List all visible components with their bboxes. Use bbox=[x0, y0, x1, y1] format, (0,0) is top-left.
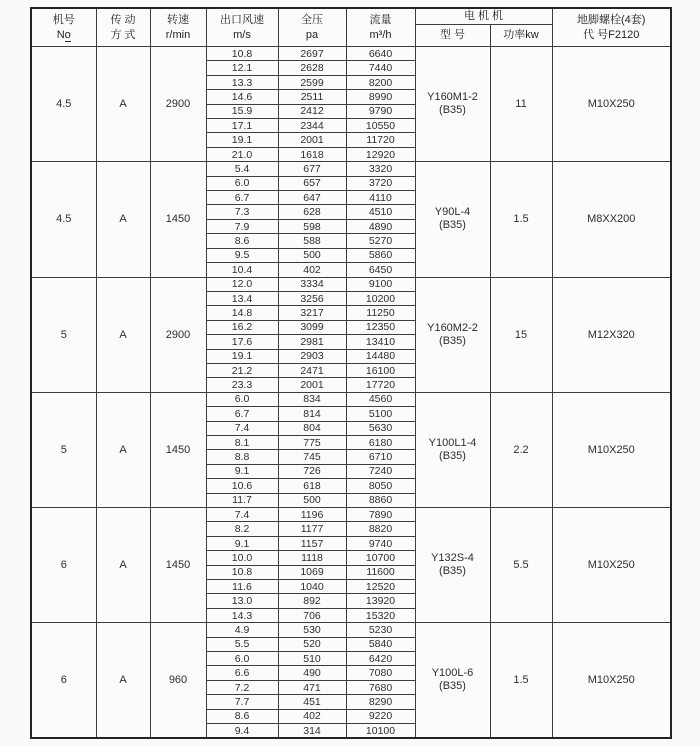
pressure-cell: 510 bbox=[278, 652, 346, 666]
motor-model-cell bbox=[415, 392, 490, 507]
outlet-velocity-cell: 9.5 bbox=[206, 248, 278, 262]
machine-no-cell: 5 bbox=[31, 392, 96, 507]
outlet-velocity-cell: 6.0 bbox=[206, 176, 278, 190]
flow-cell: 10700 bbox=[346, 551, 415, 565]
spec-row bbox=[31, 623, 671, 637]
pressure-cell: 471 bbox=[278, 680, 346, 694]
pressure-cell: 530 bbox=[278, 623, 346, 637]
outlet-velocity-cell: 7.9 bbox=[206, 219, 278, 233]
flow-cell: 9100 bbox=[346, 277, 415, 291]
motor-mount: (B35) bbox=[439, 104, 466, 117]
spec-row bbox=[31, 508, 671, 522]
outlet-velocity-cell: 4.9 bbox=[206, 623, 278, 637]
flow-cell: 12520 bbox=[346, 580, 415, 594]
flow-cell: 9740 bbox=[346, 536, 415, 550]
outlet-velocity-cell: 8.1 bbox=[206, 435, 278, 449]
pressure-cell: 2001 bbox=[278, 378, 346, 392]
pressure-cell: 2511 bbox=[278, 90, 346, 104]
flow-cell: 10100 bbox=[346, 724, 415, 738]
flow-cell: 4510 bbox=[346, 205, 415, 219]
flow-cell: 5100 bbox=[346, 407, 415, 421]
flow-cell: 11600 bbox=[346, 565, 415, 579]
machine-no-cell: 4.5 bbox=[31, 47, 96, 162]
flow-cell: 12920 bbox=[346, 147, 415, 161]
pressure-cell: 618 bbox=[278, 479, 346, 493]
outlet-velocity-cell: 5.4 bbox=[206, 162, 278, 176]
outlet-velocity-cell: 10.4 bbox=[206, 263, 278, 277]
outlet-velocity-cell: 19.1 bbox=[206, 349, 278, 363]
pressure-cell: 1196 bbox=[278, 508, 346, 522]
pressure-cell: 892 bbox=[278, 594, 346, 608]
drive-mode-cell: A bbox=[96, 623, 150, 738]
speed-cell: 960 bbox=[150, 623, 206, 738]
pressure-cell: 2599 bbox=[278, 75, 346, 89]
flow-cell: 17720 bbox=[346, 378, 415, 392]
outlet-velocity-cell: 7.2 bbox=[206, 680, 278, 694]
outlet-velocity-cell: 10.0 bbox=[206, 551, 278, 565]
motor-model-cell bbox=[415, 508, 490, 623]
flow-cell: 9220 bbox=[346, 709, 415, 723]
pressure-cell: 628 bbox=[278, 205, 346, 219]
pressure-cell: 588 bbox=[278, 234, 346, 248]
machine-no-label: 机号 bbox=[52, 13, 75, 26]
flow-cell: 16100 bbox=[346, 363, 415, 377]
col-header-motor-group: 电 机 机 bbox=[415, 8, 552, 25]
flow-cell: 12350 bbox=[346, 320, 415, 334]
col-header-total-pressure: 全压 pa bbox=[278, 8, 346, 47]
pressure-cell: 657 bbox=[278, 176, 346, 190]
machine-no-cell: 5 bbox=[31, 277, 96, 392]
outlet-velocity-cell: 6.7 bbox=[206, 191, 278, 205]
bolt-cell: M12X320 bbox=[552, 277, 671, 392]
col-header-motor-model: 型 号 bbox=[415, 25, 490, 47]
drive-mode-cell: A bbox=[96, 508, 150, 623]
flow-cell: 11720 bbox=[346, 133, 415, 147]
spec-row bbox=[31, 392, 671, 406]
flow-cell: 5860 bbox=[346, 248, 415, 262]
pressure-cell: 520 bbox=[278, 637, 346, 651]
pressure-cell: 402 bbox=[278, 709, 346, 723]
spec-table-body bbox=[31, 47, 671, 739]
flow-cell: 7080 bbox=[346, 666, 415, 680]
outlet-velocity-cell: 6.7 bbox=[206, 407, 278, 421]
pressure-cell: 804 bbox=[278, 421, 346, 435]
flow-cell: 6710 bbox=[346, 450, 415, 464]
pressure-cell: 1040 bbox=[278, 580, 346, 594]
speed-cell: 1450 bbox=[150, 508, 206, 623]
flow-cell: 13920 bbox=[346, 594, 415, 608]
machine-no-cell: 4.5 bbox=[31, 162, 96, 277]
flow-cell: 10200 bbox=[346, 291, 415, 305]
motor-model: Y100L1-4 bbox=[428, 436, 477, 449]
flow-cell: 9790 bbox=[346, 104, 415, 118]
motor-model: Y132S-4 bbox=[431, 552, 474, 565]
outlet-velocity-cell: 10.6 bbox=[206, 479, 278, 493]
outlet-velocity-cell: 13.4 bbox=[206, 291, 278, 305]
pressure-cell: 1618 bbox=[278, 147, 346, 161]
outlet-velocity-cell: 9.1 bbox=[206, 464, 278, 478]
pressure-cell: 745 bbox=[278, 450, 346, 464]
pressure-cell: 500 bbox=[278, 493, 346, 507]
flow-cell: 4560 bbox=[346, 392, 415, 406]
outlet-velocity-cell: 6.0 bbox=[206, 392, 278, 406]
motor-mount: (B35) bbox=[439, 565, 466, 578]
flow-cell: 15320 bbox=[346, 608, 415, 622]
flow-cell: 5630 bbox=[346, 421, 415, 435]
col-header-motor-power: 功率kw bbox=[490, 25, 552, 47]
col-header-machine-no bbox=[31, 8, 96, 47]
speed-cell: 2900 bbox=[150, 277, 206, 392]
machine-no-cell: 6 bbox=[31, 623, 96, 738]
motor-model: Y100L-6 bbox=[431, 667, 474, 680]
col-header-drive-mode: 传 动 方 式 bbox=[96, 8, 150, 47]
flow-cell: 4890 bbox=[346, 219, 415, 233]
drive-mode-cell: A bbox=[96, 392, 150, 507]
pressure-cell: 598 bbox=[278, 219, 346, 233]
speed-cell: 1450 bbox=[150, 162, 206, 277]
outlet-velocity-cell: 11.6 bbox=[206, 580, 278, 594]
flow-cell: 8290 bbox=[346, 695, 415, 709]
outlet-velocity-cell: 7.7 bbox=[206, 695, 278, 709]
outlet-velocity-cell: 8.2 bbox=[206, 522, 278, 536]
outlet-velocity-cell: 13.3 bbox=[206, 75, 278, 89]
flow-cell: 13410 bbox=[346, 335, 415, 349]
flow-cell: 3720 bbox=[346, 176, 415, 190]
outlet-velocity-cell: 10.8 bbox=[206, 565, 278, 579]
pressure-cell: 1177 bbox=[278, 522, 346, 536]
pressure-cell: 2697 bbox=[278, 47, 346, 61]
motor-mount: (B35) bbox=[439, 680, 466, 693]
flow-cell: 6420 bbox=[346, 652, 415, 666]
pressure-cell: 2412 bbox=[278, 104, 346, 118]
pressure-cell: 775 bbox=[278, 435, 346, 449]
pressure-cell: 1118 bbox=[278, 551, 346, 565]
outlet-velocity-cell: 6.6 bbox=[206, 666, 278, 680]
outlet-velocity-cell: 12.1 bbox=[206, 61, 278, 75]
outlet-velocity-cell: 9.1 bbox=[206, 536, 278, 550]
motor-power-cell: 2.2 bbox=[490, 392, 552, 507]
pressure-cell: 1069 bbox=[278, 565, 346, 579]
motor-mount: (B35) bbox=[439, 334, 466, 347]
outlet-velocity-cell: 17.1 bbox=[206, 119, 278, 133]
speed-cell: 2900 bbox=[150, 47, 206, 162]
outlet-velocity-cell: 8.6 bbox=[206, 709, 278, 723]
motor-power-cell: 5.5 bbox=[490, 508, 552, 623]
drive-mode-cell: A bbox=[96, 277, 150, 392]
flow-cell: 5840 bbox=[346, 637, 415, 651]
drive-mode-cell: A bbox=[96, 162, 150, 277]
bolt-cell: M10X250 bbox=[552, 47, 671, 162]
outlet-velocity-cell: 11.7 bbox=[206, 493, 278, 507]
machine-no-cell: 6 bbox=[31, 508, 96, 623]
pressure-cell: 3256 bbox=[278, 291, 346, 305]
motor-mount: (B35) bbox=[439, 449, 466, 462]
pressure-cell: 726 bbox=[278, 464, 346, 478]
pressure-cell: 2344 bbox=[278, 119, 346, 133]
pressure-cell: 2471 bbox=[278, 363, 346, 377]
flow-cell: 11250 bbox=[346, 306, 415, 320]
col-header-outlet-velocity: 出口风速 m/s bbox=[206, 8, 278, 47]
outlet-velocity-cell: 23.3 bbox=[206, 378, 278, 392]
bolt-cell: M8XX200 bbox=[552, 162, 671, 277]
pressure-cell: 2001 bbox=[278, 133, 346, 147]
flow-cell: 3320 bbox=[346, 162, 415, 176]
outlet-velocity-cell: 8.6 bbox=[206, 234, 278, 248]
pressure-cell: 2903 bbox=[278, 349, 346, 363]
machine-no-unit: No bbox=[56, 28, 71, 41]
motor-model: Y160M2-2 bbox=[427, 321, 478, 334]
flow-cell: 6640 bbox=[346, 47, 415, 61]
pressure-cell: 3334 bbox=[278, 277, 346, 291]
outlet-velocity-cell: 7.4 bbox=[206, 421, 278, 435]
spec-row bbox=[31, 277, 671, 291]
outlet-velocity-cell: 21.0 bbox=[206, 147, 278, 161]
motor-model-cell bbox=[415, 277, 490, 392]
pressure-cell: 402 bbox=[278, 263, 346, 277]
outlet-velocity-cell: 14.8 bbox=[206, 306, 278, 320]
pressure-cell: 314 bbox=[278, 724, 346, 738]
flow-cell: 4110 bbox=[346, 191, 415, 205]
outlet-velocity-cell: 6.0 bbox=[206, 652, 278, 666]
outlet-velocity-cell: 9.4 bbox=[206, 724, 278, 738]
flow-cell: 5270 bbox=[346, 234, 415, 248]
bolt-cell: M10X250 bbox=[552, 623, 671, 738]
pressure-cell: 1157 bbox=[278, 536, 346, 550]
flow-cell: 6180 bbox=[346, 435, 415, 449]
pressure-cell: 500 bbox=[278, 248, 346, 262]
pressure-cell: 2628 bbox=[278, 61, 346, 75]
motor-model: Y160M1-2 bbox=[427, 91, 478, 104]
spec-row bbox=[31, 162, 671, 176]
pressure-cell: 834 bbox=[278, 392, 346, 406]
motor-model-cell bbox=[415, 47, 490, 162]
flow-cell: 7240 bbox=[346, 464, 415, 478]
drive-mode-cell: A bbox=[96, 47, 150, 162]
flow-cell: 8860 bbox=[346, 493, 415, 507]
fan-spec-table bbox=[30, 7, 672, 739]
outlet-velocity-cell: 17.6 bbox=[206, 335, 278, 349]
pressure-cell: 2981 bbox=[278, 335, 346, 349]
motor-power-cell: 11 bbox=[490, 47, 552, 162]
flow-cell: 7680 bbox=[346, 680, 415, 694]
flow-cell: 7440 bbox=[346, 61, 415, 75]
outlet-velocity-cell: 10.8 bbox=[206, 47, 278, 61]
outlet-velocity-cell: 12.0 bbox=[206, 277, 278, 291]
motor-power-cell: 15 bbox=[490, 277, 552, 392]
motor-mount: (B35) bbox=[439, 219, 466, 232]
flow-cell: 8200 bbox=[346, 75, 415, 89]
spec-row bbox=[31, 47, 671, 61]
col-header-flow-rate: 流量 m³/h bbox=[346, 8, 415, 47]
flow-cell: 6450 bbox=[346, 263, 415, 277]
flow-cell: 7890 bbox=[346, 508, 415, 522]
col-header-speed: 转速 r/min bbox=[150, 8, 206, 47]
outlet-velocity-cell: 15.9 bbox=[206, 104, 278, 118]
col-header-anchor-bolt: 地脚螺栓(4套) 代 号F2120 bbox=[552, 8, 671, 47]
flow-cell: 8820 bbox=[346, 522, 415, 536]
flow-cell: 5230 bbox=[346, 623, 415, 637]
outlet-velocity-cell: 7.4 bbox=[206, 508, 278, 522]
motor-model-cell bbox=[415, 623, 490, 738]
pressure-cell: 3099 bbox=[278, 320, 346, 334]
pressure-cell: 490 bbox=[278, 666, 346, 680]
outlet-velocity-cell: 8.8 bbox=[206, 450, 278, 464]
flow-cell: 8990 bbox=[346, 90, 415, 104]
motor-power-cell: 1.5 bbox=[490, 623, 552, 738]
flow-cell: 14480 bbox=[346, 349, 415, 363]
motor-model-cell bbox=[415, 162, 490, 277]
outlet-velocity-cell: 13.0 bbox=[206, 594, 278, 608]
outlet-velocity-cell: 7.3 bbox=[206, 205, 278, 219]
bolt-cell: M10X250 bbox=[552, 392, 671, 507]
flow-cell: 10550 bbox=[346, 119, 415, 133]
flow-cell: 8050 bbox=[346, 479, 415, 493]
outlet-velocity-cell: 16.2 bbox=[206, 320, 278, 334]
motor-power-cell: 1.5 bbox=[490, 162, 552, 277]
pressure-cell: 814 bbox=[278, 407, 346, 421]
outlet-velocity-cell: 14.3 bbox=[206, 608, 278, 622]
outlet-velocity-cell: 21.2 bbox=[206, 363, 278, 377]
speed-cell: 1450 bbox=[150, 392, 206, 507]
motor-model: Y90L-4 bbox=[434, 206, 471, 219]
pressure-cell: 677 bbox=[278, 162, 346, 176]
pressure-cell: 3217 bbox=[278, 306, 346, 320]
pressure-cell: 647 bbox=[278, 191, 346, 205]
pressure-cell: 706 bbox=[278, 608, 346, 622]
outlet-velocity-cell: 19.1 bbox=[206, 133, 278, 147]
outlet-velocity-cell: 5.5 bbox=[206, 637, 278, 651]
bolt-cell: M10X250 bbox=[552, 508, 671, 623]
pressure-cell: 451 bbox=[278, 695, 346, 709]
outlet-velocity-cell: 14.6 bbox=[206, 90, 278, 104]
